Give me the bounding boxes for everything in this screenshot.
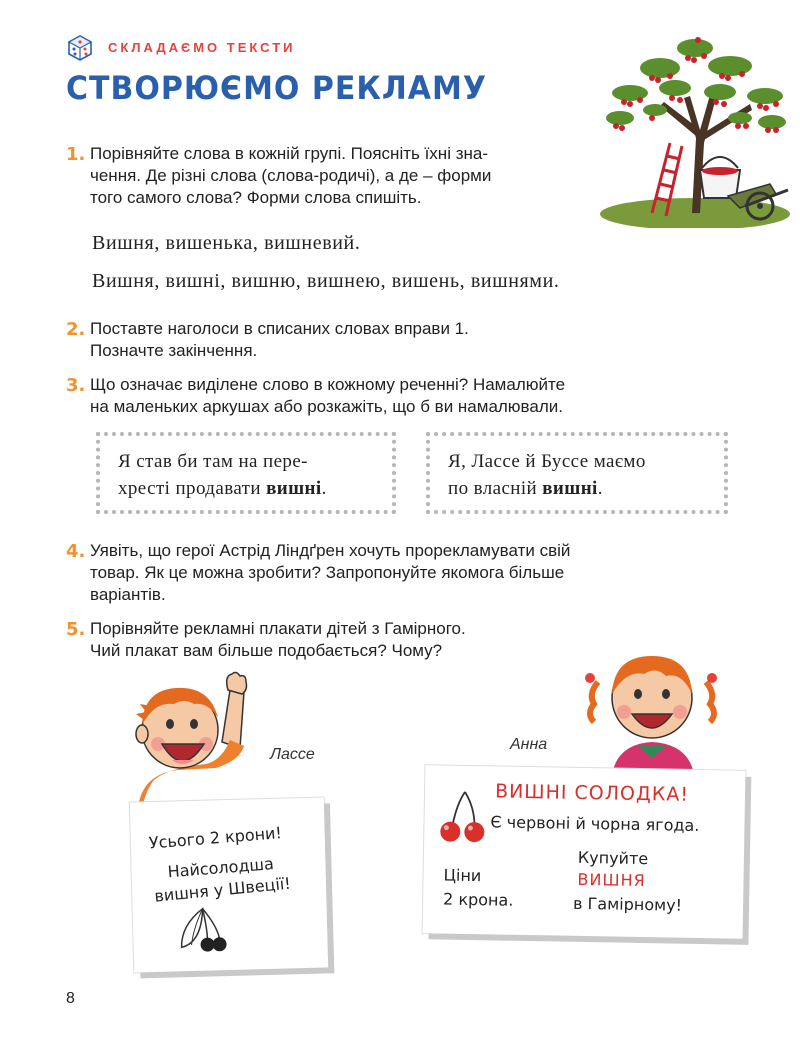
girl-anna-illustration xyxy=(578,642,728,774)
task-line: Поставте наголоси в списаних словах вправи 1. xyxy=(90,319,469,338)
task-2-text xyxy=(90,318,469,362)
poster-lasse xyxy=(130,797,328,972)
boy-lasse-illustration xyxy=(118,668,258,808)
cherries-icon xyxy=(434,789,491,846)
character-name-anna: Анна xyxy=(510,736,548,753)
poster-anna-price-2: 2 крона. xyxy=(442,889,514,910)
task-number: 1. xyxy=(66,144,86,165)
page-title: СТВОРЮЄМО РЕКЛАМУ xyxy=(66,70,487,108)
poster-anna-line-2: Є червоні й чорна ягода. xyxy=(490,812,700,836)
sentence-box xyxy=(96,432,396,514)
sentence-line: Я став би там на пере- xyxy=(118,451,308,472)
task-5-text xyxy=(90,618,466,662)
task-3-text xyxy=(90,374,565,418)
task-line: Чий плакат вам більше подобається? Чому? xyxy=(90,641,443,660)
sentence-punctuation: . xyxy=(597,478,603,499)
sentence-box xyxy=(426,432,728,514)
cherry-tree-illustration xyxy=(600,18,790,228)
task-line: на маленьких аркушах або розкажіть, що б ви намалювали. xyxy=(90,397,563,416)
cherry-icon xyxy=(173,904,234,962)
sentence-punctuation: . xyxy=(321,478,327,499)
sentence-line xyxy=(448,475,706,502)
task-1-text xyxy=(90,143,491,209)
task-number: 5. xyxy=(66,619,86,640)
poster-anna-line-4: ВИШНЯ xyxy=(577,869,646,891)
task-line: Уявіть, що герої Астрід Ліндґрен хочуть прорекламувати свій xyxy=(90,541,571,560)
task-line: чення. Де різні слова (слова-родичі), а де – форми xyxy=(90,166,492,185)
highlighted-word: вишні xyxy=(266,478,322,499)
poster-anna-price-1: Ціни xyxy=(443,865,482,886)
task-number: 4. xyxy=(66,541,86,562)
section-label: СКЛАДАЄМО ТЕКСТИ xyxy=(108,40,296,55)
sentence-text: хресті продавати xyxy=(118,478,267,499)
highlighted-word: вишні xyxy=(542,478,598,499)
task-line: Порівняйте слова в кожній групі. Поясніть їхні зна- xyxy=(90,144,488,163)
word-group-2: Вишня, вишні, вишню, вишнею, вишень, вишнями. xyxy=(92,270,560,292)
poster-lasse-line-1: Усього 2 крони! xyxy=(148,823,283,853)
task-line: Позначте закінчення. xyxy=(90,341,258,360)
task-line: того самого слова? Форми слова спишіть. xyxy=(90,188,422,207)
poster-lasse-line-2: Найсолодша xyxy=(166,854,275,882)
word-group-1: Вишня, вишенька, вишневий. xyxy=(92,232,361,254)
page-number: 8 xyxy=(66,990,75,1007)
poster-anna xyxy=(423,765,746,939)
poster-anna-line-1: ВИШНІ СОЛОДКА! xyxy=(494,780,690,806)
dice-icon xyxy=(66,34,94,62)
sentence-line: Я, Лассе й Буссе маємо xyxy=(448,451,646,472)
task-4-text xyxy=(90,540,570,606)
poster-anna-line-3: Купуйте xyxy=(577,847,649,869)
sentence-text: по власній xyxy=(448,478,543,499)
task-number: 3. xyxy=(66,375,86,396)
poster-lasse-line-3: вишня у Швеції! xyxy=(153,873,292,906)
task-line: Що означає виділене слово в кожному реченні? Намалюйте xyxy=(90,375,566,394)
character-name-lasse: Лассе xyxy=(270,746,315,763)
task-line: варіантів. xyxy=(90,585,166,604)
task-number: 2. xyxy=(66,319,86,340)
poster-anna-line-5: в Гамірному! xyxy=(572,893,683,915)
task-line: товар. Як це можна зробити? Запропонуйте якомога більше xyxy=(90,563,565,582)
sentence-line xyxy=(118,475,374,502)
task-line: Порівняйте рекламні плакати дітей з Гамірного. xyxy=(90,619,466,638)
